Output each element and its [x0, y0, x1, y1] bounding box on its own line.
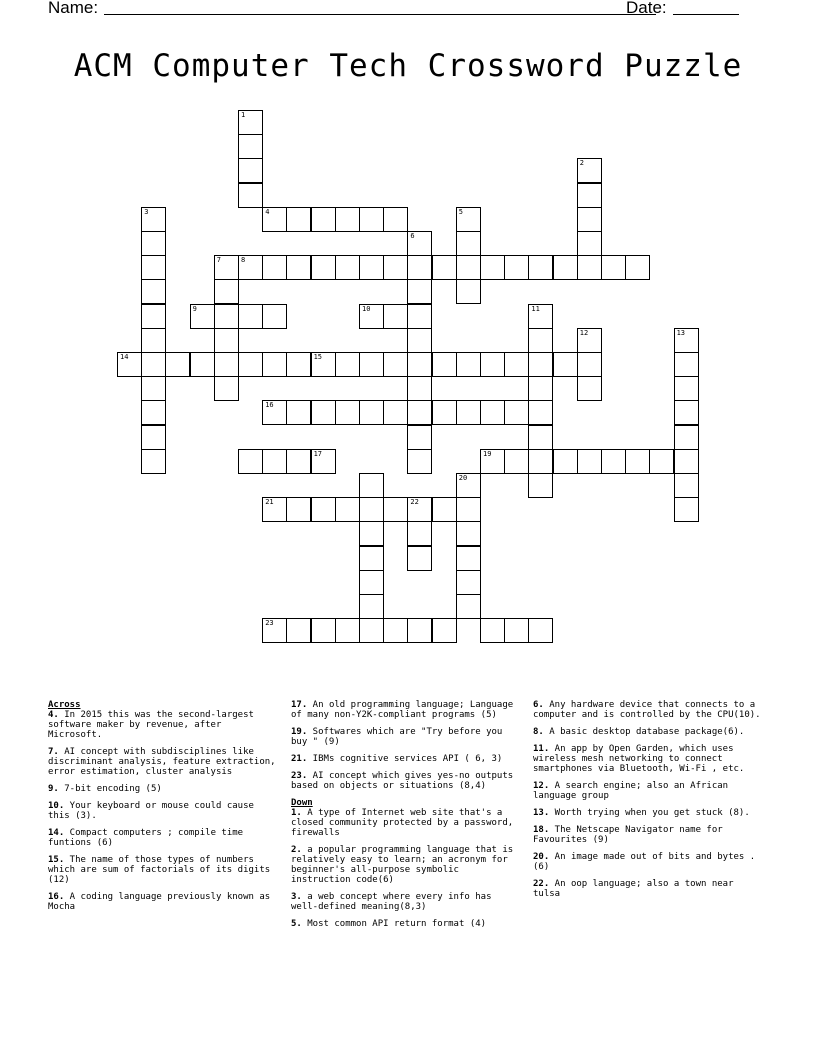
grid-cell[interactable]	[141, 255, 166, 280]
grid-cell[interactable]	[214, 352, 239, 377]
clue	[48, 747, 276, 777]
clues-column-2	[291, 700, 521, 936]
grid-cell[interactable]	[432, 255, 457, 280]
clue-number: 16.	[48, 892, 65, 902]
clue-number: 4.	[48, 710, 59, 720]
grid-cell[interactable]	[383, 400, 408, 425]
clue	[291, 845, 521, 885]
grid-cell[interactable]	[262, 497, 287, 522]
grid-cell[interactable]	[286, 497, 311, 522]
grid-cell[interactable]	[577, 231, 602, 256]
grid-cell[interactable]	[625, 449, 650, 474]
grid-cell[interactable]	[504, 255, 529, 280]
grid-cell[interactable]	[456, 352, 481, 377]
grid-cell[interactable]	[577, 328, 602, 353]
grid-cell[interactable]	[141, 449, 166, 474]
down-heading: Down	[291, 798, 313, 808]
grid-cell[interactable]	[504, 618, 529, 643]
grid-cell[interactable]	[432, 497, 457, 522]
clue	[533, 781, 765, 801]
clue-number: 10	[362, 304, 371, 313]
grid-cell[interactable]	[262, 352, 287, 377]
clue-number: 1.	[291, 808, 302, 818]
clue-number: 20.	[533, 852, 550, 862]
grid-cell[interactable]	[528, 328, 553, 353]
grid-cell[interactable]	[286, 352, 311, 377]
clue-text: In 2015 this was the second-largest software maker by revenue, after Microsoft.	[48, 710, 254, 740]
grid-cell[interactable]	[238, 352, 263, 377]
name-label: Name:	[48, 0, 99, 17]
clue	[291, 700, 521, 720]
grid-cell[interactable]	[383, 207, 408, 232]
grid-cell[interactable]	[407, 376, 432, 401]
grid-cell[interactable]	[286, 400, 311, 425]
clue-text: The name of those types of numbers which are sum of factorials of its digits (12)	[48, 855, 271, 885]
clue-text: a popular programming language that is relatively easy to learn; an acronym for beginner's all-purpose symbolic instruction code(6)	[291, 845, 514, 885]
grid-cell[interactable]	[359, 255, 384, 280]
down-clue-list-continued	[533, 700, 765, 899]
clue-text: A search engine; also an African language group	[533, 781, 729, 801]
grid-cell[interactable]	[528, 449, 553, 474]
grid-cell[interactable]	[311, 352, 336, 377]
grid-cell[interactable]	[504, 400, 529, 425]
grid-cell[interactable]	[407, 279, 432, 304]
clue-text: AI concept which gives yes-no outputs based on objects or situations (8,4)	[291, 771, 514, 791]
grid-cell[interactable]	[456, 231, 481, 256]
clue	[533, 744, 765, 774]
grid-cell[interactable]	[359, 546, 384, 571]
grid-cell[interactable]	[190, 352, 215, 377]
grid-cell[interactable]	[141, 207, 166, 232]
grid-cell[interactable]	[335, 352, 360, 377]
clue-text: Any hardware device that connects to a computer and is controlled by the CPU(10).	[533, 700, 761, 720]
clue-number: 14.	[48, 828, 65, 838]
grid-cell[interactable]	[238, 255, 263, 280]
clue-number: 14	[120, 353, 129, 361]
grid-cell[interactable]	[577, 376, 602, 401]
clue-number: 7.	[48, 747, 59, 757]
grid-cell[interactable]	[238, 134, 263, 159]
grid-cell[interactable]	[335, 207, 360, 232]
clue	[291, 919, 521, 929]
grid-cell[interactable]	[674, 352, 699, 377]
grid-cell[interactable]	[262, 618, 287, 643]
clue-text: a web concept where every info has well-defined meaning(8,3)	[291, 892, 492, 912]
clues-column-3	[533, 700, 765, 906]
grid-cell[interactable]	[407, 352, 432, 377]
grid-cell[interactable]	[383, 352, 408, 377]
grid-cell[interactable]	[407, 546, 432, 571]
grid-cell[interactable]	[649, 449, 674, 474]
grid-cell[interactable]	[311, 400, 336, 425]
clue-text: A type of Internet web site that's a closed community protected by a password, firewalls	[291, 808, 514, 838]
clue-number: 3	[144, 207, 149, 216]
grid-cell[interactable]	[359, 207, 384, 232]
grid-cell[interactable]	[190, 304, 215, 329]
grid-cell[interactable]	[238, 449, 263, 474]
page-title: ACM Computer Tech Crossword Puzzle	[73, 48, 743, 84]
grid-cell[interactable]	[311, 449, 336, 474]
grid-cell[interactable]	[311, 255, 336, 280]
clue-number: 8	[241, 256, 246, 265]
grid-cell[interactable]	[311, 207, 336, 232]
grid-cell[interactable]	[335, 400, 360, 425]
grid-cell[interactable]	[480, 618, 505, 643]
grid-cell[interactable]	[674, 497, 699, 522]
grid-cell[interactable]	[359, 570, 384, 595]
grid-cell[interactable]	[238, 304, 263, 329]
grid-cell[interactable]	[359, 618, 384, 643]
grid-cell[interactable]	[407, 400, 432, 425]
grid-cell[interactable]	[674, 425, 699, 450]
clue-text: The Netscape Navigator name for Favourites (9)	[533, 825, 723, 845]
grid-cell[interactable]	[238, 158, 263, 183]
clue	[291, 808, 521, 838]
clue-text: A coding language previously known as Mocha	[48, 892, 271, 912]
clue-number: 9	[192, 304, 197, 313]
clue	[48, 828, 276, 848]
grid-cell[interactable]	[504, 449, 529, 474]
clue-text: 7-bit encoding (5)	[58, 784, 162, 794]
clue-number: 15.	[48, 855, 65, 865]
grid-cell[interactable]	[456, 473, 481, 498]
grid-cell[interactable]	[674, 400, 699, 425]
clues-column-1	[48, 700, 276, 919]
clue-text: An app by Open Garden, which uses wireless mesh networking to connect smartphones via Bluetooth, Wi-Fi , etc.	[533, 744, 745, 774]
clue-number: 7	[216, 256, 222, 265]
grid-cell[interactable]	[141, 400, 166, 425]
clue-number: 2.	[291, 845, 302, 855]
grid-cell[interactable]	[238, 183, 263, 208]
grid-cell[interactable]	[407, 618, 432, 643]
grid-cell[interactable]	[577, 449, 602, 474]
clue	[291, 754, 521, 764]
grid-cell[interactable]	[407, 328, 432, 353]
grid-cell[interactable]	[262, 255, 287, 280]
clue-number: 17.	[291, 700, 308, 710]
clue-number: 13.	[533, 808, 550, 818]
clue-text: An oop language; also a town near tulsa	[533, 879, 734, 899]
grid-cell[interactable]	[553, 449, 578, 474]
grid-cell[interactable]	[528, 376, 553, 401]
down-clue-list	[291, 808, 521, 929]
clue-number: 5	[458, 207, 464, 216]
clue-text: Your keyboard or mouse could cause this (3).	[48, 801, 254, 821]
grid-cell[interactable]	[141, 328, 166, 353]
clue-text: IBMs cognitive services API ( 6, 3)	[307, 754, 503, 764]
clue-number: 6.	[533, 700, 544, 710]
clue-text: A basic desktop database package(6).	[543, 727, 745, 737]
clue-number: 22	[410, 498, 419, 507]
across-heading: Across	[48, 700, 81, 710]
clue	[48, 892, 276, 912]
grid-cell[interactable]	[141, 279, 166, 304]
clue	[291, 727, 521, 747]
grid-cell[interactable]	[625, 255, 650, 280]
clue-number: 15	[313, 353, 323, 361]
clue-number: 22.	[533, 879, 550, 889]
clue-number: 1	[241, 111, 246, 119]
grid-cell[interactable]	[407, 449, 432, 474]
clue	[533, 852, 765, 872]
grid-cell[interactable]	[262, 207, 287, 232]
grid-cell[interactable]	[286, 449, 311, 474]
grid-cell[interactable]	[383, 255, 408, 280]
grid-cell[interactable]	[335, 618, 360, 643]
grid-cell[interactable]	[432, 352, 457, 377]
grid-cell[interactable]	[286, 255, 311, 280]
clue-number: 8.	[533, 727, 544, 737]
clue-text: Compact computers ; compile time funtions (6)	[48, 828, 244, 848]
grid-cell[interactable]	[383, 497, 408, 522]
clue	[291, 771, 521, 791]
grid-cell[interactable]	[674, 449, 699, 474]
grid-cell[interactable]	[359, 594, 384, 619]
grid-cell[interactable]	[601, 449, 626, 474]
clue	[533, 727, 765, 737]
clue-number: 23	[265, 619, 274, 628]
clue-number: 21	[265, 498, 274, 507]
grid-cell[interactable]	[528, 425, 553, 450]
grid-cell[interactable]	[480, 449, 505, 474]
grid-cell[interactable]	[432, 400, 457, 425]
grid-cell[interactable]	[456, 570, 481, 595]
clue-number: 12.	[533, 781, 550, 791]
clue-number: 9.	[48, 784, 59, 794]
clue-number: 6	[410, 232, 415, 240]
clue-text: An old programming language; Language of many non-Y2K-compliant programs (5)	[291, 700, 514, 720]
grid-cell[interactable]	[577, 183, 602, 208]
grid-cell[interactable]	[359, 304, 384, 329]
grid-cell[interactable]	[359, 400, 384, 425]
grid-cell[interactable]	[432, 618, 457, 643]
grid-cell[interactable]	[674, 473, 699, 498]
clue-number: 3.	[291, 892, 302, 902]
clue-number: 5.	[291, 919, 302, 929]
grid-cell[interactable]	[577, 158, 602, 183]
grid-cell[interactable]	[456, 594, 481, 619]
grid-cell[interactable]	[141, 425, 166, 450]
grid-cell[interactable]	[456, 546, 481, 571]
grid-cell[interactable]	[141, 376, 166, 401]
grid-cell[interactable]	[262, 449, 287, 474]
grid-cell[interactable]	[674, 376, 699, 401]
grid-cell[interactable]	[286, 207, 311, 232]
across-clue-list-continued	[291, 700, 521, 791]
grid-cell[interactable]	[141, 231, 166, 256]
grid-cell[interactable]	[383, 618, 408, 643]
grid-cell[interactable]	[528, 304, 553, 329]
across-clue-list	[48, 710, 276, 912]
clue-number: 2	[579, 159, 585, 168]
grid-cell[interactable]	[214, 255, 239, 280]
grid-cell[interactable]	[262, 304, 287, 329]
clue-number: 12	[579, 328, 589, 337]
grid-cell[interactable]	[335, 497, 360, 522]
clue-text: An image made out of bits and bytes .(6)	[533, 852, 756, 872]
clue-number: 23.	[291, 771, 308, 781]
grid-cell[interactable]	[480, 255, 505, 280]
grid-cell[interactable]	[407, 304, 432, 329]
grid-cell[interactable]	[359, 521, 384, 546]
clue-number: 20	[458, 474, 468, 482]
clue-text: Worth trying when you get stuck (8).	[549, 808, 750, 818]
clue-number: 18.	[533, 825, 550, 835]
grid-cell[interactable]	[577, 207, 602, 232]
grid-cell[interactable]	[528, 400, 553, 425]
grid-cell[interactable]	[214, 279, 239, 304]
grid-cell[interactable]	[456, 255, 481, 280]
grid-cell[interactable]	[214, 304, 239, 329]
clue-number: 11	[531, 304, 540, 313]
grid-cell[interactable]	[528, 473, 553, 498]
clue-number: 13	[676, 328, 686, 337]
grid-cell[interactable]	[214, 328, 239, 353]
grid-cell[interactable]	[528, 255, 553, 280]
grid-cell[interactable]	[407, 497, 432, 522]
clue-number: 10.	[48, 801, 65, 811]
clue-number: 19.	[291, 727, 308, 737]
grid-cell[interactable]	[456, 279, 481, 304]
grid-cell[interactable]	[456, 521, 481, 546]
grid-cell[interactable]	[238, 110, 263, 135]
grid-cell[interactable]	[141, 352, 166, 377]
grid-cell[interactable]	[359, 473, 384, 498]
grid-cell[interactable]	[359, 352, 384, 377]
grid-cell[interactable]	[674, 328, 699, 353]
grid-cell[interactable]	[601, 255, 626, 280]
clue	[533, 700, 765, 720]
clue-number: 17	[313, 449, 323, 458]
grid-cell[interactable]	[577, 352, 602, 377]
grid-cell[interactable]	[311, 497, 336, 522]
clue	[48, 801, 276, 821]
clue	[48, 710, 276, 740]
grid-cell[interactable]	[577, 255, 602, 280]
grid-cell[interactable]	[480, 400, 505, 425]
clue-number: 19	[483, 449, 492, 458]
clue-text: Softwares which are "Try before you buy " (9)	[291, 727, 503, 747]
grid-cell[interactable]	[528, 618, 553, 643]
grid-cell[interactable]	[214, 376, 239, 401]
grid-cell[interactable]	[335, 255, 360, 280]
grid-cell[interactable]	[553, 352, 578, 377]
grid-cell[interactable]	[141, 304, 166, 329]
grid-cell[interactable]	[286, 618, 311, 643]
grid-cell[interactable]	[407, 425, 432, 450]
grid-cell[interactable]	[456, 497, 481, 522]
grid-cell[interactable]	[262, 400, 287, 425]
grid-cell[interactable]	[383, 304, 408, 329]
clue	[291, 892, 521, 912]
clue-number: 4	[265, 207, 270, 216]
date-label: Date:	[626, 0, 667, 17]
clue	[533, 879, 765, 899]
grid-cell[interactable]	[311, 618, 336, 643]
clue	[48, 784, 276, 794]
grid-cell[interactable]	[553, 255, 578, 280]
clue-number: 16	[265, 401, 274, 410]
grid-cell[interactable]	[456, 400, 481, 425]
grid-cell[interactable]	[528, 352, 553, 377]
grid-cell[interactable]	[456, 207, 481, 232]
clue	[48, 855, 276, 885]
grid-cell[interactable]	[407, 521, 432, 546]
clue	[533, 825, 765, 845]
grid-cell[interactable]	[407, 231, 432, 256]
clue-text: Most common API return format (4)	[301, 919, 487, 929]
clue-text: AI concept with subdisciplines like discriminant analysis, feature extraction, error estimation, cluster analysis	[48, 747, 276, 777]
clue-number: 21.	[291, 754, 308, 764]
grid-cell[interactable]	[117, 352, 142, 377]
grid-cell[interactable]	[165, 352, 190, 377]
grid-cell[interactable]	[407, 255, 432, 280]
grid-cell[interactable]	[480, 352, 505, 377]
clue-number: 11.	[533, 744, 550, 754]
grid-cell[interactable]	[504, 352, 529, 377]
clue	[533, 808, 765, 818]
grid-cell[interactable]	[359, 497, 384, 522]
